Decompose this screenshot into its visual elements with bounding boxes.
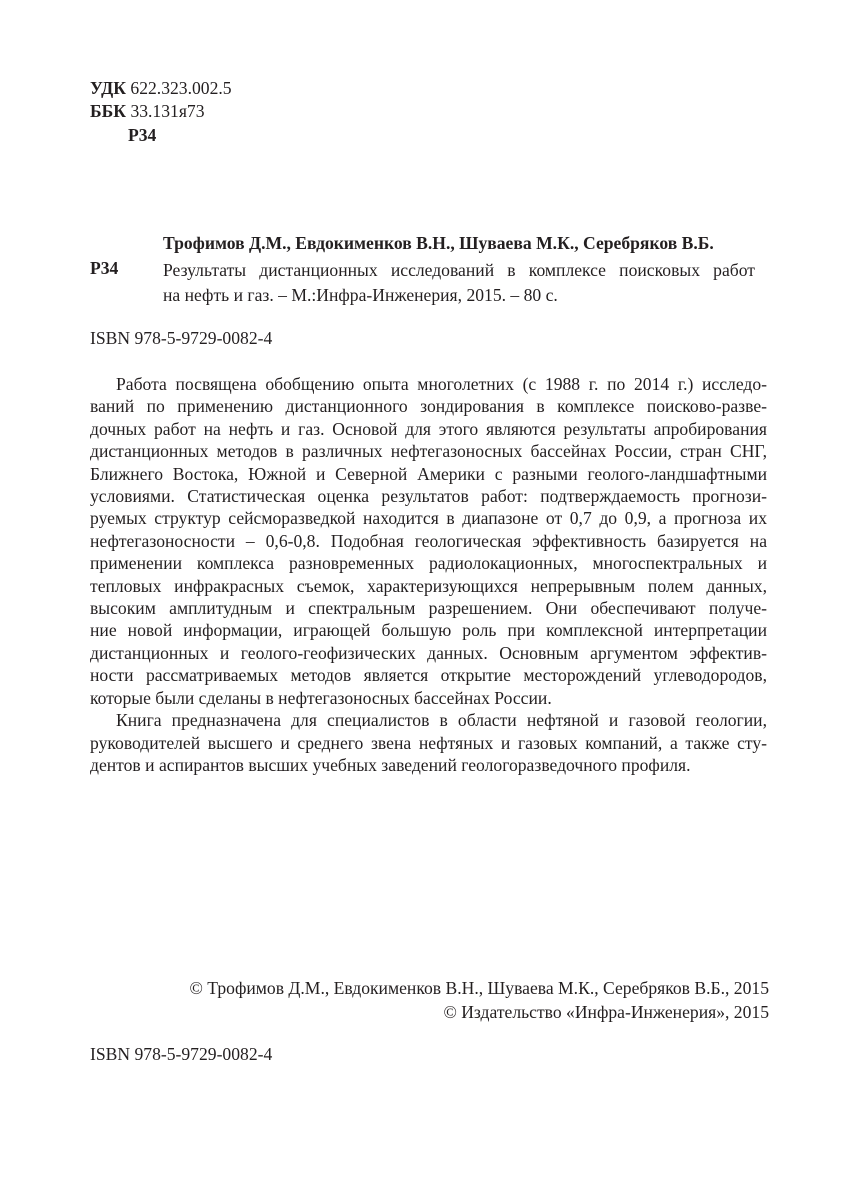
abstract-line: дистанционных методов в различных нефтегазоносных бассейнах России, стран СНГ, — [90, 441, 767, 462]
udk-label: УДК — [90, 78, 126, 98]
bbk-code — [90, 101, 205, 122]
abstract-line: руководителей высшего и среднего звена нефтяных и газовых компаний, а также сту- — [90, 732, 767, 753]
isbn-bottom: ISBN 978-5-9729-0082-4 — [90, 1044, 273, 1064]
abstract-line: Книга предназначена для специалистов в области нефтяной и газовой геологии, — [116, 710, 767, 731]
abstract-line: руемых структур сейсморазведкой находится в диапазоне от 0,7 до 0,9, а прогноза их — [90, 508, 767, 529]
abstract-line: условиями. Статистическая оценка результатов работ: подтверждаемость прогнози- — [90, 486, 767, 507]
abstract-line: ваний по применению дистанционного зондирования в комплексе поисково-разве- — [90, 396, 767, 417]
title-line: Результаты дистанционных исследований в комплексе поисковых работ — [163, 260, 755, 280]
bbk-value: 33.131я73 — [130, 101, 205, 121]
author-mark-top: Р34 — [128, 125, 157, 145]
abstract-line: нефтегазоносности – 0,6-0,8. Подобная геологическая эффективность базируется на — [90, 530, 767, 551]
abstract-line: которые были сделаны в нефтегазоносных бассейнах России. — [90, 687, 552, 708]
author-mark-side: Р34 — [90, 258, 119, 278]
isbn-top: ISBN 978-5-9729-0082-4 — [90, 328, 273, 348]
bibliographic-title — [163, 258, 755, 307]
abstract-line: Ближнего Востока, Южной и Северной Америки с разными геолого-ландшафтными — [90, 463, 767, 484]
abstract-line: применении комплекса разновременных радиолокационных, многоспектральных и — [90, 553, 767, 574]
abstract-line: тепловых инфракрасных съемок, характеризующихся непрерывным полем данных, — [90, 575, 767, 596]
udk-code — [90, 78, 232, 99]
bbk-label: ББК — [90, 101, 127, 121]
authors-heading: Трофимов Д.М., Евдокименков В.Н., Шуваева М.К., Серебряков В.Б. — [163, 233, 714, 253]
copyright-publisher: © Издательство «Инфра-Инженерия», 2015 — [443, 1002, 769, 1022]
abstract-line: ние новой информации, играющей большую роль при комплексной интерпретации — [90, 620, 767, 641]
abstract-line: дентов и аспирантов высших учебных заведений геологоразведочного профиля. — [90, 754, 691, 775]
copyright-authors: © Трофимов Д.М., Евдокименков В.Н., Шуваева М.К., Серебряков В.Б., 2015 — [189, 978, 769, 998]
abstract-line: Работа посвящена обобщению опыта многолетних (с 1988 г. по 2014 г.) исследо- — [116, 374, 767, 394]
abstract-line: дочных работ на нефть и газ. Основой для этого являются результаты апробирования — [90, 418, 767, 439]
udk-value: 622.323.002.5 — [130, 78, 232, 98]
abstract — [90, 373, 767, 776]
abstract-line: дистанционных и геолого-геофизических данных. Основным аргументом эффектив- — [90, 642, 767, 663]
copyright-block — [190, 976, 769, 1024]
abstract-line: ности рассматриваемых методов является открытие месторождений углеводородов, — [90, 665, 767, 686]
abstract-line: высоким амплитудным и спектральным разрешением. Они обеспечивают получе- — [90, 598, 767, 619]
title-line: на нефть и газ. – М.:Инфра-Инженерия, 2015. – 80 с. — [163, 284, 558, 305]
